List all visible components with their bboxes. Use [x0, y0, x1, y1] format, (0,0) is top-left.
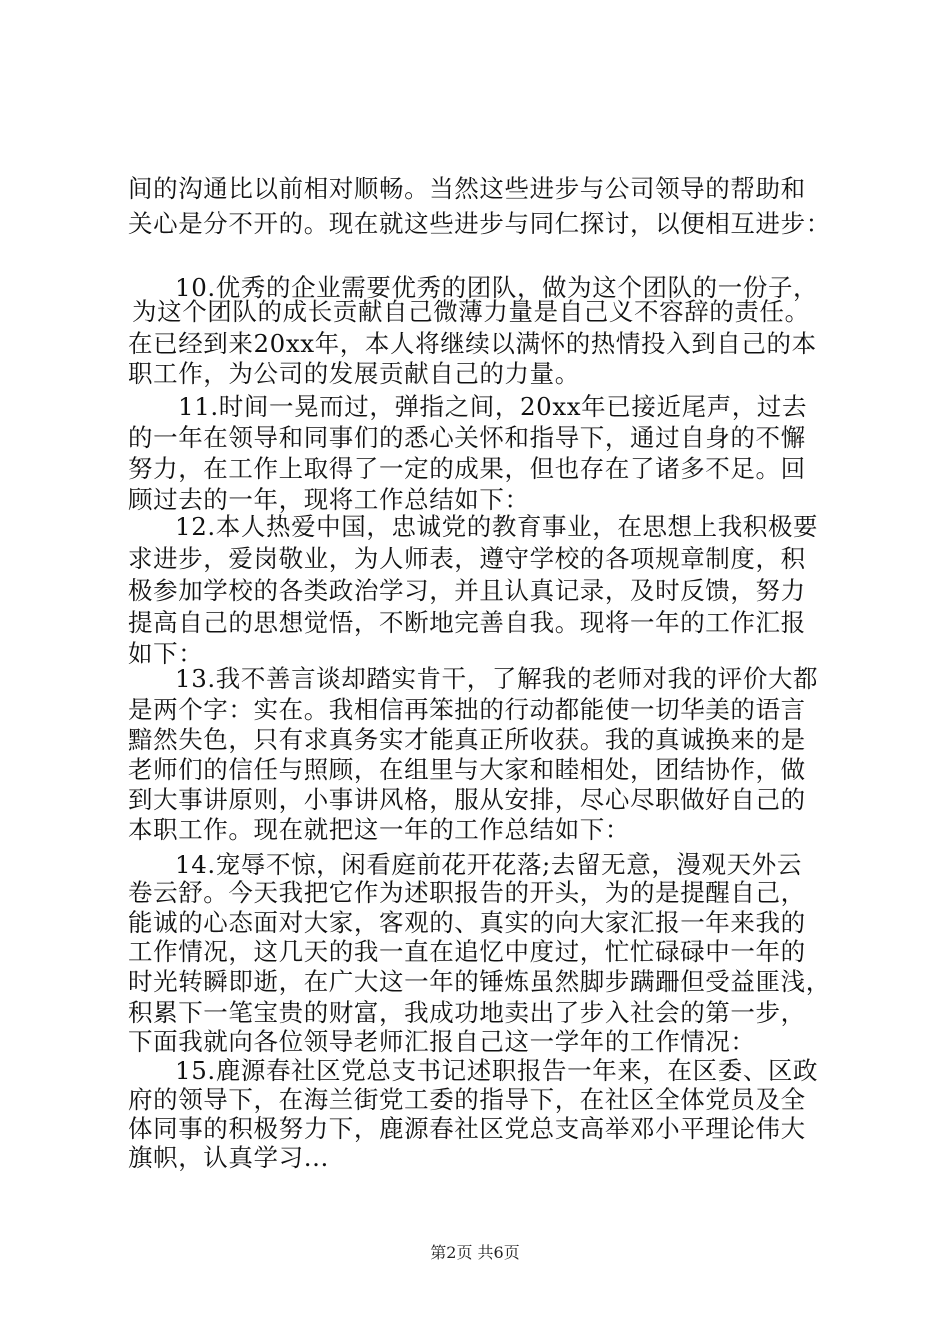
text-line: 本职工作。现在就把这一年的工作总结如下：	[128, 815, 630, 844]
paragraph-10-first-line: 10.优秀的企业需要优秀的团队，做为这个团队的一份子，	[175, 273, 819, 302]
text-line: 体同事的积极努力下，鹿源春社区党总支高举邓小平理论伟大	[128, 1114, 806, 1143]
text-line: 时光转瞬即逝，在广大这一年的锤炼虽然脚步蹒跚但受益匪浅，	[128, 967, 831, 996]
paragraph-11-first-line: 11.时间一晃而过，弹指之间，20xx年已接近尾声，过去	[178, 392, 808, 421]
text-line: 下面我就向各位领导老师汇报自己这一学年的工作情况：	[128, 1027, 756, 1056]
paragraph-14-first-line: 14.宠辱不惊，闲看庭前花开花落;去留无意，漫观天外云	[175, 850, 802, 879]
text-line: 关心是分不开的。现在就这些进步与同仁探讨，以便相互进步：	[128, 209, 831, 238]
paragraph-13-first-line: 13.我不善言谈却踏实肯干，了解我的老师对我的评价大都	[175, 664, 819, 693]
text-line: 能诚的心态面对大家，客观的、真实的向大家汇报一年来我的	[128, 908, 806, 937]
text-line: 旗帜，认真学习...	[128, 1143, 329, 1172]
text-line: 府的领导下，在海兰街党工委的指导下，在社区全体党员及全	[128, 1085, 806, 1114]
text-line: 工作情况，这几天的我一直在追忆中度过，忙忙碌碌中一年的	[128, 937, 806, 966]
text-line: 顾过去的一年，现将工作总结如下：	[128, 485, 530, 514]
text-line: 卷云舒。今天我把它作为述职报告的开头，为的是提醒自己，	[128, 878, 806, 907]
text-line: 职工作，为公司的发展贡献自己的力量。	[128, 359, 580, 388]
text-line: 是两个字：实在。我相信再笨拙的行动都能使一切华美的语言	[128, 695, 806, 724]
text-line: 提高自己的思想觉悟，不断地完善自我。现将一年的工作汇报	[128, 608, 806, 637]
paragraph-15-first-line: 15.鹿源春社区党总支书记述职报告一年来，在区委、区政	[175, 1056, 819, 1085]
text-line: 积累下一笔宝贵的财富，我成功地卖出了步入社会的第一步，	[128, 998, 806, 1027]
text-line: 努力，在工作上取得了一定的成果，但也存在了诸多不足。回	[128, 454, 806, 483]
text-line: 黯然失色，只有求真务实才能真正所收获。我的真诚换来的是	[128, 725, 806, 754]
page-number-footer: 第2页 共6页	[430, 1243, 520, 1262]
text-line: 在已经到来20xx年，本人将继续以满怀的热情投入到自己的本	[128, 329, 817, 358]
paragraph-12-first-line: 12.本人热爱中国，忠诚党的教育事业，在思想上我积极要	[175, 512, 819, 541]
text-line: 间的沟通比以前相对顺畅。当然这些进步与公司领导的帮助和	[128, 174, 806, 203]
text-line: 为这个团队的成长贡献自己微薄力量是自己义不容辞的责任。	[132, 297, 810, 326]
text-line: 如下：	[128, 639, 204, 668]
text-line: 求进步，爱岗敬业，为人师表，遵守学校的各项规章制度，积	[128, 544, 806, 573]
text-line: 老师们的信任与照顾，在组里与大家和睦相处，团结协作，做	[128, 755, 806, 784]
text-line: 到大事讲原则，小事讲风格，服从安排，尽心尽职做好自己的	[128, 785, 806, 814]
text-line: 极参加学校的各类政治学习，并且认真记录，及时反馈，努力	[128, 576, 806, 605]
text-line: 的一年在领导和同事们的悉心关怀和指导下，通过自身的不懈	[128, 423, 806, 452]
